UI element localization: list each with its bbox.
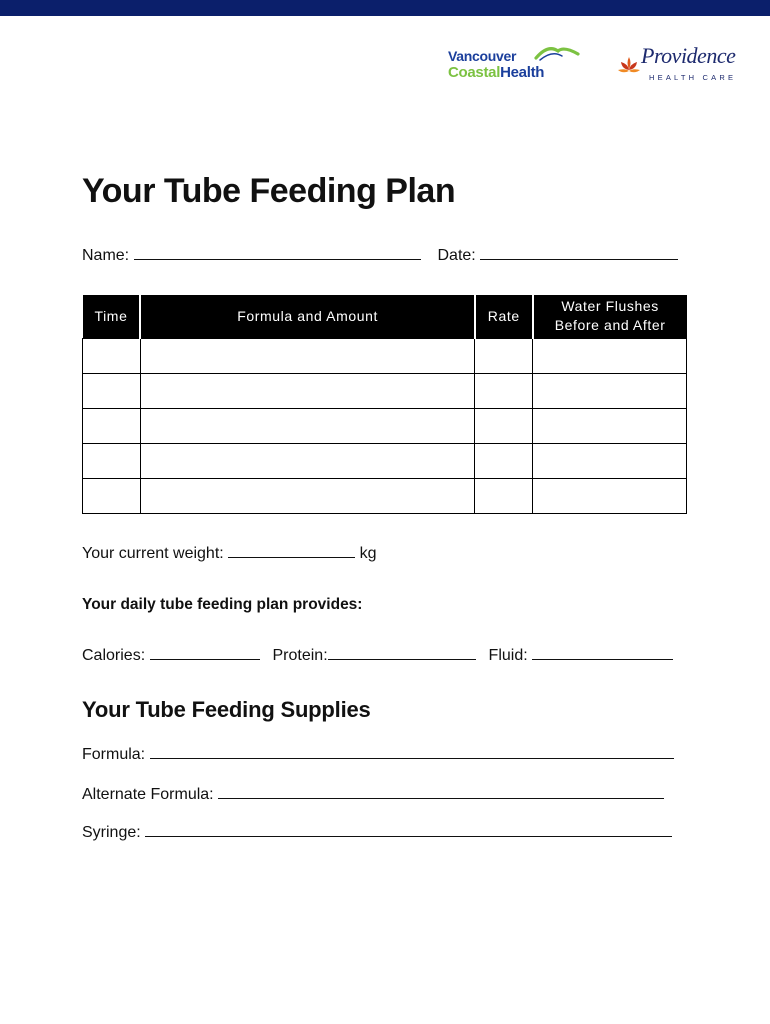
table-row (83, 338, 687, 373)
syringe-label: Syringe: (82, 824, 141, 841)
weight-field[interactable] (228, 544, 355, 558)
formula-cell[interactable] (140, 443, 474, 478)
formula-row (82, 745, 674, 764)
water-cell[interactable] (533, 443, 687, 478)
table-row (83, 408, 687, 443)
time-cell[interactable] (83, 443, 141, 478)
formula-label: Formula: (82, 746, 146, 763)
rate-cell[interactable] (475, 373, 533, 408)
protein-field[interactable] (328, 646, 476, 660)
water-cell[interactable] (533, 408, 687, 443)
calories-label: Calories: (82, 647, 146, 664)
time-cell[interactable] (83, 478, 141, 513)
vancouver-coastal-health-logo (448, 42, 588, 86)
nutrition-row (82, 646, 673, 665)
table-header-row (83, 295, 687, 338)
name-date-row (82, 246, 678, 265)
formula-cell[interactable] (140, 408, 474, 443)
formula-cell[interactable] (140, 373, 474, 408)
alternate-formula-row (82, 785, 664, 804)
logo-text-coastal-health (448, 64, 544, 81)
formula-field[interactable] (150, 745, 674, 759)
time-cell[interactable] (83, 408, 141, 443)
table-row (83, 478, 687, 513)
alternate-formula-field[interactable] (218, 785, 664, 799)
protein-label: Protein: (272, 647, 328, 664)
rate-cell[interactable] (475, 478, 533, 513)
rate-cell[interactable] (475, 338, 533, 373)
column-header-time: Time (83, 295, 141, 338)
logo-text-health: Health (500, 64, 545, 81)
alternate-formula-label: Alternate Formula: (82, 786, 214, 803)
date-field[interactable] (480, 246, 678, 260)
calories-field[interactable] (150, 646, 260, 660)
formula-cell[interactable] (140, 338, 474, 373)
formula-cell[interactable] (140, 478, 474, 513)
fluid-field[interactable] (532, 646, 673, 660)
water-cell[interactable] (533, 338, 687, 373)
weight-row (82, 544, 377, 563)
table-row (83, 443, 687, 478)
logo-text-coastal: Coastal (448, 64, 501, 81)
header-bar (0, 0, 770, 16)
date-label: Date: (437, 247, 476, 264)
weight-unit: kg (359, 545, 377, 562)
fluid-label: Fluid: (488, 647, 528, 664)
time-cell[interactable] (83, 338, 141, 373)
water-cell[interactable] (533, 373, 687, 408)
time-cell[interactable] (83, 373, 141, 408)
supplies-heading: Your Tube Feeding Supplies (82, 697, 371, 722)
rate-cell[interactable] (475, 443, 533, 478)
column-header-rate: Rate (475, 295, 533, 338)
mountain-icon (534, 42, 580, 62)
name-field[interactable] (134, 246, 421, 260)
logo-text-vancouver: Vancouver (448, 48, 517, 64)
flower-icon (617, 54, 641, 76)
weight-label: Your current weight: (82, 545, 224, 562)
syringe-field[interactable] (145, 823, 672, 837)
water-cell[interactable] (533, 478, 687, 513)
syringe-row (82, 823, 672, 842)
column-header-water-flushes (533, 295, 687, 338)
feeding-schedule-table (82, 295, 687, 514)
logo-text-health-care: HEALTH CARE (649, 73, 737, 82)
page-title: Your Tube Feeding Plan (82, 172, 456, 210)
providence-health-care-logo (617, 42, 737, 86)
table-row (83, 373, 687, 408)
water-header-line1: Water Flushes (561, 298, 659, 315)
daily-plan-heading: Your daily tube feeding plan provides: (82, 596, 363, 613)
water-header-line2: Before and After (554, 317, 666, 334)
rate-cell[interactable] (475, 408, 533, 443)
column-header-formula: Formula and Amount (140, 295, 474, 338)
logo-text-providence: Providence (641, 43, 736, 68)
name-label: Name: (82, 247, 130, 264)
